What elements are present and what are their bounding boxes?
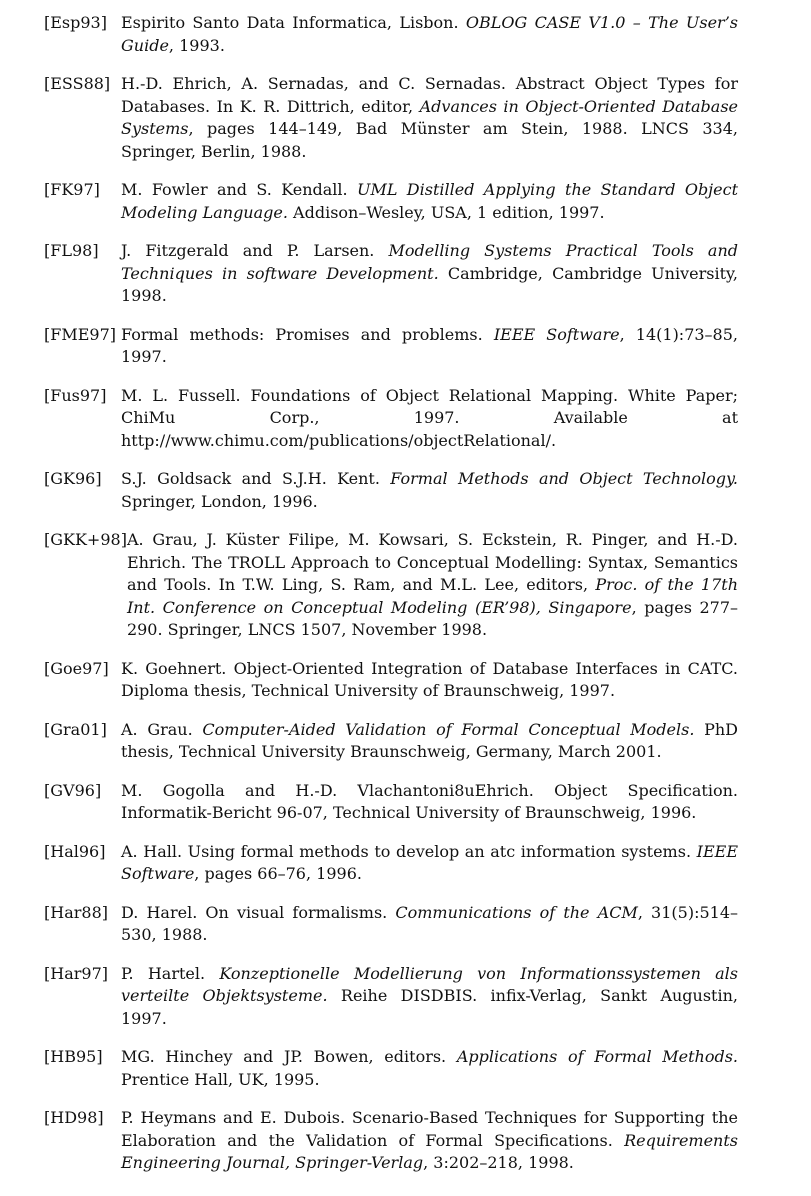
reference-key: [ESS88]: [44, 74, 111, 93]
reference-italic-segment: Proc. of the 17th Int. Conference on Conceptual Modeling (ER’98), Singapore: [126, 575, 739, 617]
reference-key: [GK96]: [44, 469, 102, 488]
reference-entry: [44, 385, 738, 453]
reference-key: [GKK+98]: [44, 530, 127, 549]
reference-entry: [44, 240, 738, 308]
reference-entry: [44, 73, 738, 163]
reference-text: [121, 1046, 738, 1091]
reference-key: [GV96]: [44, 780, 102, 800]
reference-text-segment: Prentice Hall, UK, 1995.: [121, 1069, 320, 1089]
reference-text-segment: K. Goehnert. Object-Oriented Integration of Database Interfaces in CATC. Diploma thesis, Technical University of Braunschweig, 1997.: [121, 658, 738, 700]
reference-text-segment: M. Gogolla and H.-D. Vlachantoni8uEhrich. Object Specification. Informatik-Bericht 96-07, Technical University of Braunschweig, 1996.: [121, 780, 738, 822]
reference-text-segment: H.-D. Ehrich, A. Sernadas, and C. Sernadas. Abstract Object Types for Databases. In K. R. Dittrich, editor,: [121, 74, 738, 116]
reference-text: [121, 12, 738, 57]
reference-text-segment: J. Fitzgerald and P. Larsen.: [121, 241, 389, 260]
reference-text-segment: Formal methods: Promises and problems.: [121, 324, 494, 344]
reference-italic-segment: OBLOG CASE V1.0 – The User’s Guide: [121, 13, 738, 55]
reference-text: [121, 385, 738, 453]
reference-text: [121, 719, 738, 764]
reference-text-segment: , pages 66–76, 1996.: [194, 864, 362, 883]
reference-text-segment: MG. Hinchey and JP. Bowen, editors.: [121, 1047, 457, 1066]
reference-text: [121, 468, 738, 513]
reference-text-segment: , pages 277–290. Springer, LNCS 1507, November 1998.: [126, 597, 739, 639]
reference-text-segment: A. Grau.: [121, 719, 203, 739]
reference-text-segment: D. Harel. On visual formalisms.: [121, 902, 396, 922]
reference-text-segment: PhD thesis, Technical University Braunschweig, Germany, March 2001.: [121, 719, 739, 761]
reference-text: [121, 902, 738, 947]
reference-italic-segment: Advances in Object-Oriented Database Systems: [121, 96, 738, 138]
reference-text: [121, 841, 738, 886]
reference-italic-segment: Requirements Engineering Journal, Springer-Verlag: [121, 1130, 738, 1172]
reference-text-segment: Espirito Santo Data Informatica, Lisbon.: [121, 13, 466, 32]
bibliography-list: [44, 12, 738, 1191]
reference-key: [FL98]: [44, 241, 99, 260]
reference-text-segment: S.J. Goldsack and S.J.H. Kent.: [121, 469, 391, 488]
reference-text: [121, 1107, 738, 1175]
reference-text: [121, 780, 738, 825]
reference-italic-segment: Applications of Formal Methods.: [456, 1047, 739, 1066]
reference-key: [HD98]: [44, 1108, 104, 1127]
reference-key: [Goe97]: [44, 658, 109, 678]
reference-italic-segment: Computer-Aided Validation of Formal Conceptual Models.: [202, 719, 695, 739]
reference-text: [127, 529, 738, 642]
reference-text-segment: , 31(5):514–530, 1988.: [121, 902, 739, 944]
reference-italic-segment: Modelling Systems Practical Tools and Techniques in software Development.: [121, 241, 738, 283]
reference-italic-segment: IEEE Software: [121, 841, 738, 883]
reference-text-segment: , pages 144–149, Bad Münster am Stein, 1988. LNCS 334, Springer, Berlin, 1988.: [121, 119, 738, 161]
reference-text-segment: Addison–Wesley, USA, 1 edition, 1997.: [287, 202, 605, 222]
reference-text: [121, 324, 738, 369]
reference-entry: [44, 780, 738, 825]
reference-key: [Fus97]: [44, 385, 107, 405]
reference-key: [Hal96]: [44, 841, 106, 861]
reference-text-segment: Reihe DISDBIS. infix-Verlag, Sankt Augustin, 1997.: [121, 986, 738, 1028]
reference-italic-segment: Communications of the ACM: [395, 902, 638, 922]
reference-text-segment: P. Hartel.: [121, 963, 220, 983]
reference-italic-segment: Konzeptionelle Modellierung von Informationssystemen als verteilte Objektsysteme.: [121, 963, 738, 1005]
reference-text: [121, 179, 738, 224]
reference-text-segment: M. Fowler and S. Kendall.: [121, 180, 357, 199]
reference-text-segment: Springer, London, 1996.: [121, 491, 318, 511]
reference-entry: [44, 658, 738, 703]
reference-text: [121, 658, 738, 703]
reference-entry: [44, 468, 738, 513]
reference-entry: [44, 324, 738, 369]
reference-entry: [44, 719, 738, 764]
reference-key: [FK97]: [44, 180, 100, 199]
reference-italic-segment: IEEE Software: [493, 324, 620, 344]
reference-entry: [44, 179, 738, 224]
reference-key: [FME97]: [44, 324, 117, 344]
reference-key: [Gra01]: [44, 719, 107, 739]
reference-entry: [44, 529, 738, 642]
reference-text-segment: A. Grau, J. Küster Filipe, M. Kowsari, S. Eckstein, R. Pinger, and H.-D. Ehrich. The TROLL Approach to Conceptual Modelling: Syntax, Semantics and Tools. In T.W. Ling, S. Ram, and M.L. Lee, editors,: [126, 530, 738, 594]
reference-text: [121, 240, 738, 308]
reference-text-segment: , 1993.: [168, 35, 225, 55]
reference-text-segment: , 3:202–218, 1998.: [423, 1153, 574, 1172]
reference-text-segment: , 14(1):73–85, 1997.: [121, 324, 738, 366]
reference-key: [HB95]: [44, 1047, 103, 1066]
reference-text: [121, 73, 738, 163]
reference-entry: [44, 1107, 738, 1175]
reference-entry: [44, 902, 738, 947]
reference-text-segment: A. Hall. Using formal methods to develop an atc information systems.: [121, 841, 697, 861]
reference-text-segment: P. Heymans and E. Dubois. Scenario-Based Techniques for Supporting the Elaboration and the Validation of Formal Specifications.: [121, 1108, 738, 1150]
reference-text-segment: M. L. Fussell. Foundations of Object Relational Mapping. White Paper; ChiMu Corp., 1997. Available at http://www.chimu.com/publications/objectRelational/.: [121, 385, 738, 450]
reference-key: [Har88]: [44, 902, 108, 922]
reference-entry: [44, 963, 738, 1031]
reference-entry: [44, 841, 738, 886]
reference-text: [121, 963, 738, 1031]
reference-text-segment: Cambridge, Cambridge University, 1998.: [121, 263, 738, 305]
reference-entry: [44, 12, 738, 57]
reference-key: [Esp93]: [44, 13, 107, 32]
reference-entry: [44, 1046, 738, 1091]
reference-italic-segment: Formal Methods and Object Technology.: [390, 469, 738, 488]
reference-italic-segment: UML Distilled Applying the Standard Object Modeling Language.: [121, 180, 738, 222]
reference-key: [Har97]: [44, 963, 108, 983]
